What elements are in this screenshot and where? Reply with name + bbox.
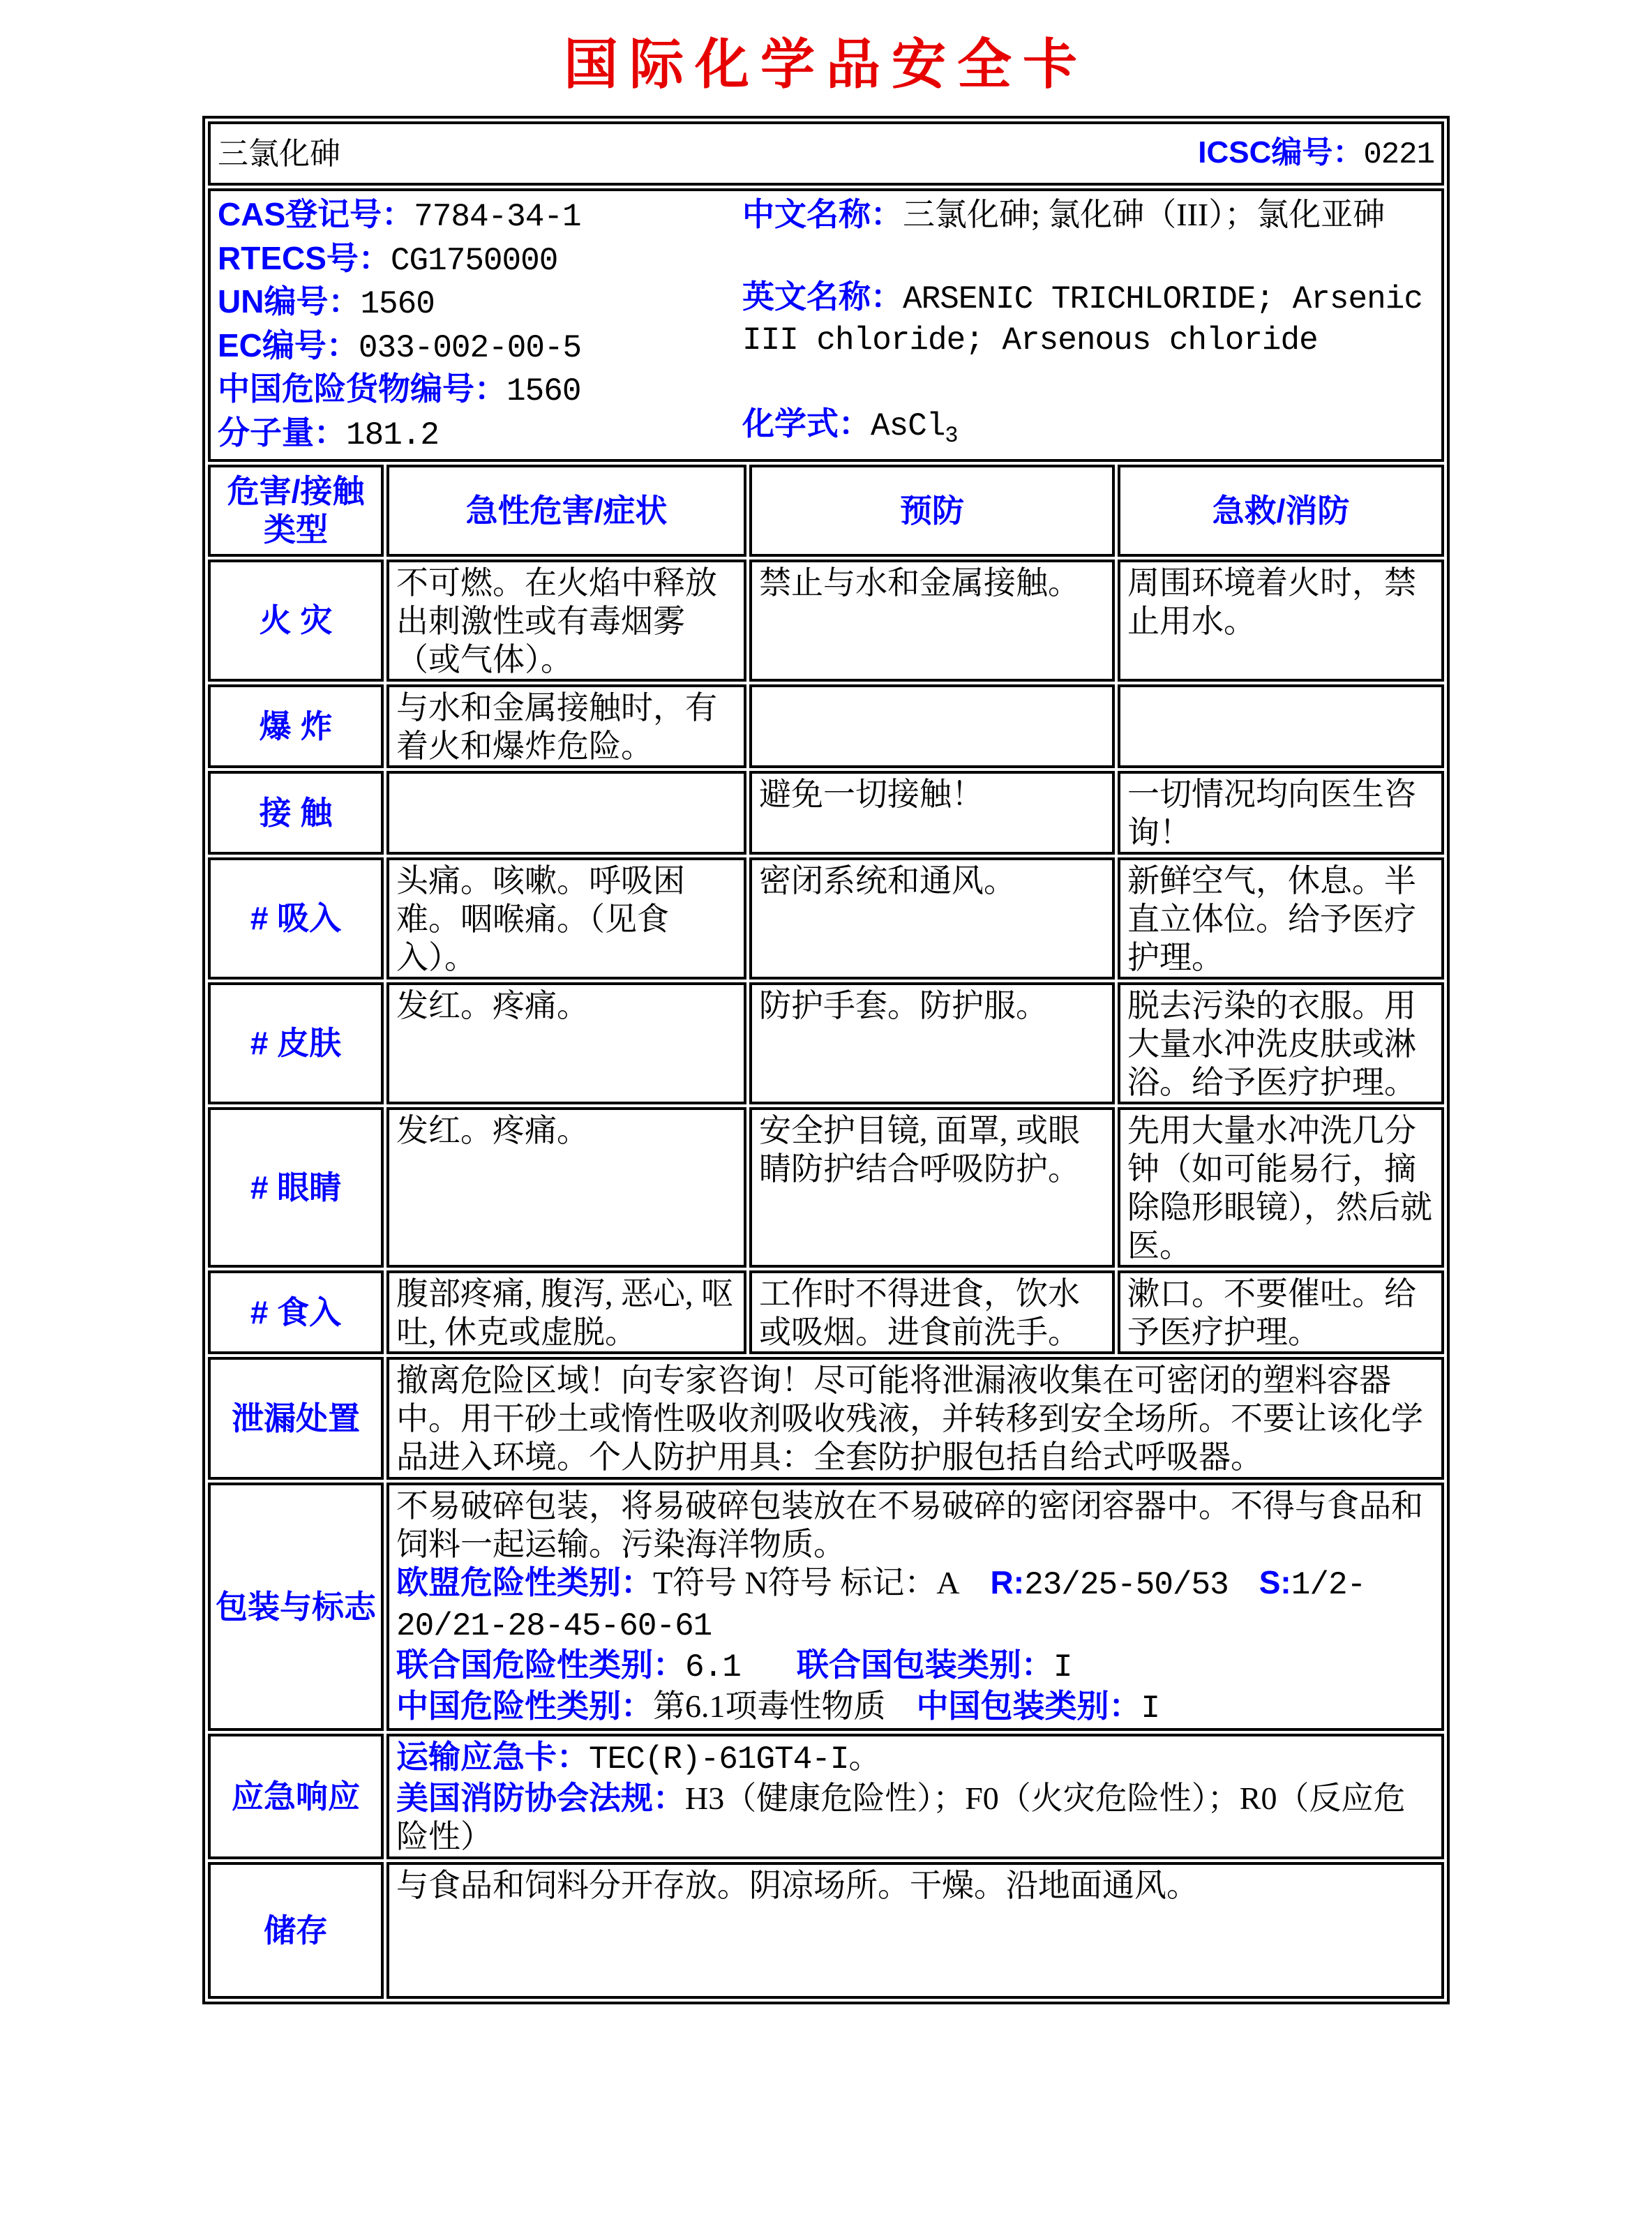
un-number: UN编号：1560 xyxy=(218,283,435,323)
hazard-row-explosion xyxy=(208,684,1444,768)
rtecs-number: RTECS号：CG1750000 xyxy=(218,239,558,279)
packaging-row xyxy=(208,1483,1444,1731)
header-prevention: 预防 xyxy=(749,465,1115,557)
header-hazard-type: 危害/接触类型 xyxy=(208,465,384,557)
molecular-weight: 分子量：181.2 xyxy=(218,414,440,453)
emergency-tec-line: 运输应急卡：TEC(R)-61GT4-I。 xyxy=(396,1739,880,1778)
hazard-type: # 吸入 xyxy=(208,857,384,980)
storage-label: 储存 xyxy=(208,1862,384,1999)
spill-label: 泄漏处置 xyxy=(208,1357,384,1480)
icsc-number-group xyxy=(1198,133,1434,174)
chinese-name-line: 中文名称：三氯化砷; 氯化砷（III）；氯化亚砷 xyxy=(742,196,1386,232)
packaging-un-line: 联合国危险性类别：6.1 联合国包装类别：I xyxy=(396,1646,1072,1686)
hazard-type: 爆 炸 xyxy=(208,684,384,768)
cas-number: CAS登记号：7784-34-1 xyxy=(218,196,581,235)
hazard-response: 一切情况均向医生咨询！ xyxy=(1118,771,1444,855)
hazard-symptoms: 发红。疼痛。 xyxy=(386,1107,746,1268)
storage-text: 与食品和饲料分开存放。阴凉场所。干燥。沿地面通风。 xyxy=(386,1862,1444,1999)
hazard-response: 先用大量水冲洗几分钟（如可能易行，摘除隐形眼镜），然后就医。 xyxy=(1118,1107,1444,1268)
hazard-symptoms: 发红。疼痛。 xyxy=(386,982,746,1104)
hazard-prevention xyxy=(749,684,1115,768)
icsc-card-table xyxy=(202,116,1450,2004)
identifiers-row xyxy=(208,188,1444,462)
icsc-label: ICSC编号： xyxy=(1198,135,1364,170)
hazard-symptoms: 不可燃。在火焰中释放出刺激性或有毒烟雾（或气体）。 xyxy=(386,560,746,682)
hazard-row-inhalation xyxy=(208,857,1444,980)
emergency-row xyxy=(208,1734,1444,1859)
hazard-response: 漱口。不要催吐。给予医疗护理。 xyxy=(1118,1270,1444,1354)
emergency-nfpa-line: 美国消防协会法规：H3（健康危险性）；F0（火灾危险性）；R0（反应危险性） xyxy=(396,1780,1406,1854)
hazard-type: 接 触 xyxy=(208,771,384,855)
hazard-prevention: 安全护目镜, 面罩, 或眼睛防护结合呼吸防护。 xyxy=(749,1107,1115,1268)
packaging-eu-line: 欧盟危险性类别：T符号 N符号 标记：A R:23/25-50/53 S:1/2-20/21-28-45-60-61 xyxy=(396,1564,1366,1644)
hazard-symptoms: 腹部疼痛, 腹泻, 恶心, 呕吐, 休克或虚脱。 xyxy=(386,1270,746,1354)
formula-line: 化学式：AsCl$_3$ xyxy=(742,405,958,449)
english-name-line: 英文名称：ARSENIC TRICHLORIDE; Arsenic III chloride; Arsenous chloride xyxy=(742,278,1422,359)
packaging-cn-line: 中国危险性类别：第6.1项毒性物质 中国包装类别：I xyxy=(396,1688,1160,1727)
hazard-prevention: 避免一切接触！ xyxy=(749,771,1115,855)
ec-number: EC编号：033-002-00-5 xyxy=(218,327,582,366)
emergency-label: 应急响应 xyxy=(208,1734,384,1859)
hazard-row-fire xyxy=(208,560,1444,682)
column-header-row xyxy=(208,465,1444,557)
page-title: 国际化学品安全卡 xyxy=(563,33,1088,96)
packaging-label: 包装与标志 xyxy=(208,1483,384,1731)
china-dangerous-goods-number: 中国危险货物编号：1560 xyxy=(218,370,581,410)
hazard-row-eyes xyxy=(208,1107,1444,1268)
hazard-row-ingestion xyxy=(208,1270,1444,1354)
hazard-response: 脱去污染的衣服。用大量水冲洗皮肤或淋浴。给予医疗护理。 xyxy=(1118,982,1444,1104)
spill-row xyxy=(208,1357,1444,1480)
hazard-response xyxy=(1118,684,1444,768)
hazard-row-exposure xyxy=(208,771,1444,855)
hazard-symptoms: 头痛。咳嗽。呼吸困难。咽喉痛。（见食入）。 xyxy=(386,857,746,980)
header-response: 急救/消防 xyxy=(1118,465,1444,557)
card-header-row xyxy=(208,121,1444,186)
hazard-response: 新鲜空气，休息。半直立体位。给予医疗护理。 xyxy=(1118,857,1444,980)
hazard-type: # 皮肤 xyxy=(208,982,384,1104)
packaging-content xyxy=(386,1483,1444,1731)
identifier-list xyxy=(218,195,742,455)
emergency-content xyxy=(386,1734,1444,1859)
hazard-type: # 眼睛 xyxy=(208,1107,384,1268)
formula-subscript: 3 xyxy=(945,423,958,449)
hazard-type: # 食入 xyxy=(208,1270,384,1354)
chemical-name: 三氯化砷 xyxy=(218,136,340,171)
hazard-row-skin xyxy=(208,982,1444,1104)
header-symptoms: 急性危害/症状 xyxy=(386,465,746,557)
hazard-symptoms: 与水和金属接触时，有着火和爆炸危险。 xyxy=(386,684,746,768)
hazard-prevention: 工作时不得进食，饮水或吸烟。进食前洗手。 xyxy=(749,1270,1115,1354)
hazard-prevention: 密闭系统和通风。 xyxy=(749,857,1115,980)
hazard-response: 周围环境着火时，禁止用水。 xyxy=(1118,560,1444,682)
hazard-prevention: 禁止与水和金属接触。 xyxy=(749,560,1115,682)
hazard-symptoms xyxy=(386,771,746,855)
storage-row xyxy=(208,1862,1444,1999)
spill-text: 撤离危险区域！向专家咨询！尽可能将泄漏液收集在可密闭的塑料容器中。用干砂土或惰性吸收剂吸收残液，并转移到安全场所。不要让该化学品进入环境。个人防护用具：全套防护服包括自给式呼吸器。 xyxy=(386,1357,1444,1480)
hazard-type: 火 灾 xyxy=(208,560,384,682)
name-block xyxy=(742,195,1434,455)
packaging-intro: 不易破碎包装，将易破碎包装放在不易破碎的密闭容器中。不得与食品和饲料一起运输。污染海洋物质。 xyxy=(396,1488,1423,1562)
hazard-prevention: 防护手套。防护服。 xyxy=(749,982,1115,1104)
icsc-number: 0221 xyxy=(1363,137,1434,172)
